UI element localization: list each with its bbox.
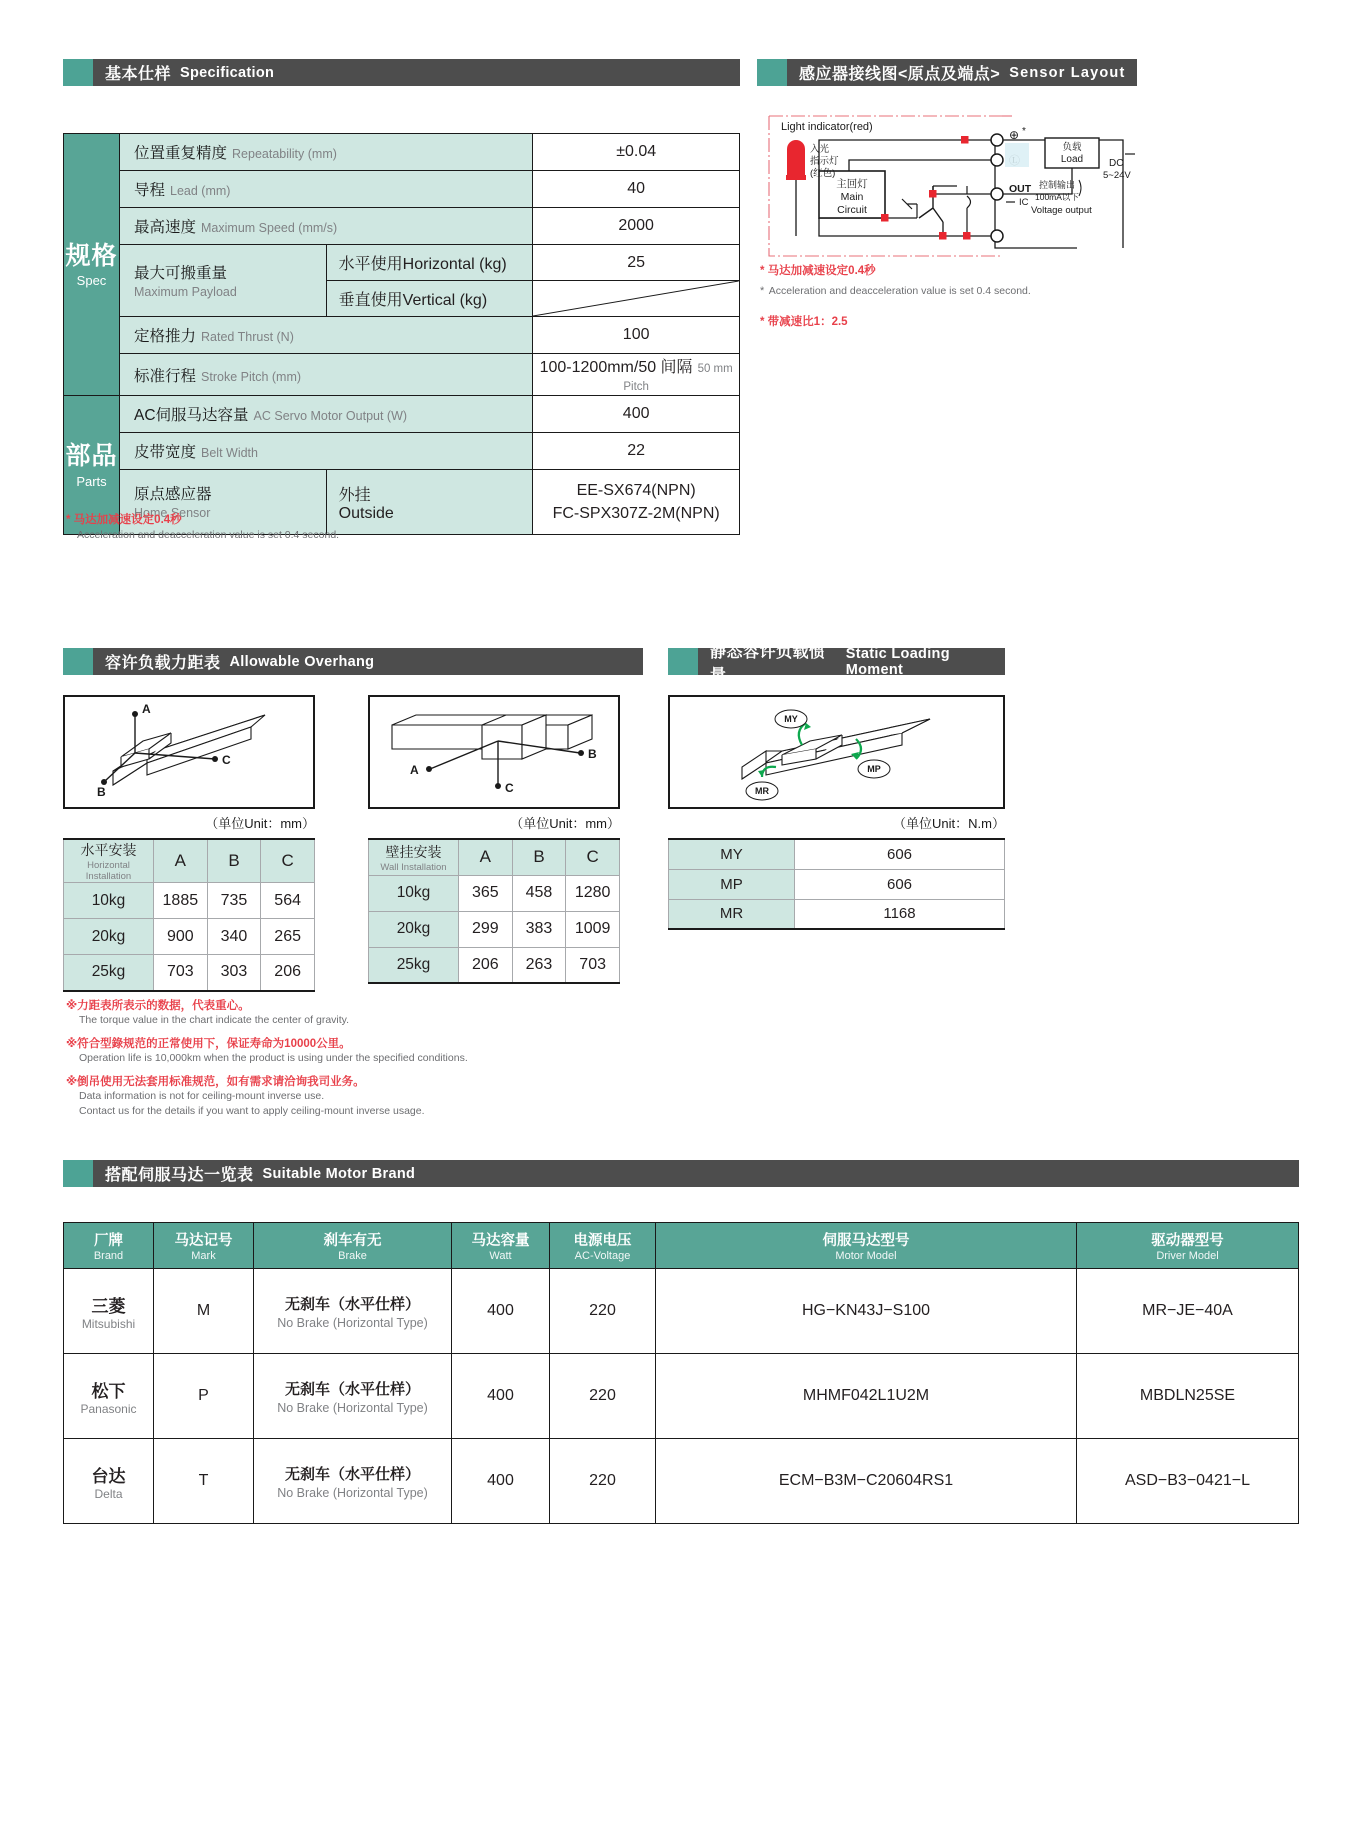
column-header-a: A	[154, 839, 208, 883]
label-cn: 定格推力	[134, 328, 197, 345]
row-value-max-speed: 2000	[533, 208, 740, 245]
moment-key-mr: MR	[669, 899, 795, 929]
cell-c: 206	[261, 955, 315, 991]
section-title-cn: 容许负载力距表	[105, 655, 221, 672]
header-en: Watt	[489, 1250, 512, 1262]
cell-a: 299	[459, 911, 513, 947]
dc-value-label: 5~24V	[1103, 170, 1131, 181]
cell-c: 703	[566, 947, 620, 983]
overhang-column-horizontal	[63, 695, 315, 992]
footnote-en: Acceleration and deacceleration value is set 0.4 second.	[77, 529, 340, 541]
label-cn: 最高速度	[134, 219, 197, 236]
cell-b: 458	[512, 875, 566, 911]
row-label-max-speed	[120, 208, 533, 245]
table-row	[369, 911, 620, 947]
row-label-lead	[120, 171, 533, 208]
cell-motor-model: HG−KN43J−S100	[656, 1269, 1077, 1354]
brand-en: Delta	[94, 1486, 123, 1501]
cell-c: 1280	[566, 875, 620, 911]
cell-mark: T	[154, 1439, 254, 1524]
brand-cn: 三菱	[91, 1296, 126, 1316]
cell-b: 340	[207, 919, 261, 955]
cell-brand	[64, 1354, 154, 1439]
specification-section	[63, 59, 740, 535]
column-header-c: C	[566, 839, 620, 875]
cell-watt: 400	[452, 1439, 550, 1524]
header-cn: 电源电压	[573, 1233, 632, 1249]
specification-header	[63, 59, 740, 86]
group-label-cn: 部品	[65, 442, 118, 471]
column-header-installation	[64, 839, 154, 883]
table-row	[64, 883, 315, 919]
sublabel-en: Outside	[338, 504, 394, 522]
control-output-label-cn: 控制输出	[1039, 180, 1076, 190]
cell-b: 735	[207, 883, 261, 919]
sensor-wiring-diagram	[757, 108, 1135, 268]
row-label-stroke-pitch	[120, 354, 533, 396]
cell-c: 265	[261, 919, 315, 955]
cell-watt: 400	[452, 1269, 550, 1354]
column-header-motor-model	[656, 1223, 1077, 1269]
sublabel-cn: 外挂	[338, 486, 371, 504]
overhang-header	[63, 648, 643, 675]
not-applicable-slash-icon	[533, 281, 739, 316]
header-cn: 驱动器型号	[1151, 1233, 1224, 1249]
stroke-value-small: 50 mm Pitch	[623, 363, 733, 393]
overhang-column-wall	[368, 695, 620, 992]
section-title-cn: 搭配伺服马达一览表	[105, 1167, 254, 1184]
sensor-circuit-svg	[757, 108, 1135, 268]
axis-point-c: C	[222, 753, 231, 767]
header-cn: 厂牌	[94, 1233, 123, 1249]
cell-driver-model: ASD−B3−0421−L	[1077, 1439, 1299, 1524]
row-label-20kg: 20kg	[64, 919, 154, 955]
sensor-note1-cn: * 马达加减速设定0.4秒	[760, 265, 876, 277]
main-circuit-label-en1: Main	[840, 191, 864, 203]
moment-label-mr: MR	[755, 786, 769, 796]
sub-label-horizontal	[326, 245, 533, 281]
column-header-mark	[154, 1223, 254, 1269]
footnote-cn: ※倒吊使用无法套用标准规范，如有需求请洽询我司业务。	[66, 1076, 365, 1089]
sublabel-cn: 垂直使用	[338, 292, 403, 309]
table-header-row	[369, 839, 620, 875]
cell-voltage: 220	[550, 1354, 656, 1439]
table-row	[64, 171, 740, 208]
load-label-cn: 负载	[1062, 142, 1082, 153]
cell-driver-model: MR−JE−40A	[1077, 1269, 1299, 1354]
row-label-10kg: 10kg	[64, 883, 154, 919]
label-en: Maximum Speed (mm/s)	[201, 221, 338, 235]
axis-point-b: B	[97, 785, 106, 799]
group-label-cn: 规格	[65, 241, 118, 270]
moment-key-mp: MP	[669, 869, 795, 899]
brand-en: Panasonic	[80, 1401, 137, 1416]
header-cn: 水平安装	[80, 842, 137, 858]
sublabel-en: Vertical (kg)	[402, 292, 488, 309]
header-bar	[93, 59, 740, 86]
cell-motor-model: MHMF042L1U2M	[656, 1354, 1077, 1439]
column-header-b: B	[512, 839, 566, 875]
label-cn: 标准行程	[134, 367, 197, 385]
terminal-star-label: *	[1022, 126, 1026, 137]
cell-a: 206	[459, 947, 513, 983]
row-label-25kg: 25kg	[64, 955, 154, 991]
static-loading-moment-section	[668, 643, 1005, 930]
row-value-ac-servo-output: 400	[533, 396, 740, 433]
label-en: AC Servo Motor Output (W)	[253, 409, 408, 423]
table-row	[64, 396, 740, 433]
overhang-figure-horizontal	[63, 695, 315, 809]
overhang-table-wall	[368, 838, 620, 984]
stroke-value: 100-1200mm/50 间隔	[539, 359, 693, 376]
moment-value-my: 606	[795, 839, 1005, 869]
axis-point-a: A	[142, 702, 151, 716]
section-title-cn: 静态容许负载惯量	[710, 643, 826, 684]
overhang-table-horizontal	[63, 838, 315, 992]
label-en: Stroke Pitch (mm)	[201, 369, 302, 384]
overhang-footnotes	[66, 997, 626, 1126]
sensor-layout-header	[757, 59, 1137, 86]
overhang-figure-wall	[368, 695, 620, 809]
label-cn: 导程	[134, 182, 166, 199]
table-row	[64, 1354, 1299, 1439]
sensor-layout-section	[757, 59, 1137, 268]
column-header-installation	[369, 839, 459, 875]
table-row	[64, 919, 315, 955]
section-title-en: Suitable Motor Brand	[262, 1165, 416, 1182]
row-label-rated-thrust	[120, 317, 533, 354]
header-en: Driver Model	[1156, 1250, 1219, 1262]
moment-label-my: MY	[784, 714, 798, 724]
footnote-en: Operation life is 10,000km when the product is using under the specified conditions.	[79, 1052, 468, 1065]
sensor-model-2: FC-SPX307Z-2M(NPN)	[552, 505, 720, 523]
footnote-cn: ※符合型錄规范的正常使用下，保证寿命为10000公里。	[66, 1038, 351, 1051]
cell-b: 263	[512, 947, 566, 983]
table-row	[369, 875, 620, 911]
brand-cn: 台达	[91, 1466, 126, 1486]
row-label-ac-servo-output	[120, 396, 533, 433]
terminal-plus-label: ⊕	[1009, 128, 1020, 142]
column-header-a: A	[459, 839, 513, 875]
group-cell-spec	[64, 134, 120, 396]
group-label-en: Parts	[76, 473, 107, 489]
dc-label: DC	[1109, 158, 1124, 169]
column-header-watt	[452, 1223, 550, 1269]
cell-voltage: 220	[550, 1269, 656, 1354]
brake-cn: 无刹车（水平仕样）	[284, 1295, 420, 1313]
brand-cn: 松下	[91, 1381, 126, 1401]
brake-en: No Brake (Horizontal Type)	[277, 1400, 428, 1415]
row-value-belt-width: 22	[533, 433, 740, 470]
row-label-max-payload	[120, 245, 327, 317]
column-header-driver-model	[1077, 1223, 1299, 1269]
header-accent-block	[757, 59, 787, 86]
label-cn: AC伺服马达容量	[134, 407, 249, 424]
brake-en: No Brake (Horizontal Type)	[277, 1315, 428, 1330]
header-accent-block	[63, 59, 93, 86]
row-value-payload-vertical-na	[533, 281, 740, 317]
cell-a: 1885	[154, 883, 208, 919]
axis-point-a: A	[410, 763, 419, 777]
load-label-en: Load	[1060, 154, 1084, 165]
table-row	[669, 899, 1005, 929]
table-row	[64, 354, 740, 396]
header-accent-block	[63, 648, 93, 675]
header-cn: 马达容量	[471, 1233, 530, 1249]
cell-brake	[254, 1354, 452, 1439]
row-value-repeatability: ±0.04	[533, 134, 740, 171]
overhang-columns	[63, 695, 643, 992]
row-label-20kg: 20kg	[369, 911, 459, 947]
overhang-unit-label-2: （单位Unit：mm）	[510, 816, 620, 831]
footnote-cn: * 马达加减速设定0.4秒	[66, 514, 182, 526]
footnote-block-3	[66, 1073, 626, 1117]
sub-label-outside	[326, 470, 533, 535]
table-row	[64, 1439, 1299, 1524]
row-label-25kg: 25kg	[369, 947, 459, 983]
label-en: Maximum Payload	[134, 284, 237, 299]
table-row	[64, 208, 740, 245]
slm-figure	[668, 695, 1005, 809]
header-bar	[93, 648, 643, 675]
header-en: Motor Model	[835, 1250, 897, 1262]
table-row	[64, 1269, 1299, 1354]
column-header-c: C	[261, 839, 315, 883]
footnote-en-line2: Contact us for the details if you want to apply ceiling-mount inverse usage.	[79, 1104, 425, 1117]
main-circuit-label-cn: 主回灯	[836, 178, 868, 190]
header-en: Brand	[93, 1250, 124, 1262]
row-value-home-sensor	[533, 470, 740, 535]
footnote-en-line1: Data information is not for ceiling-mount inverse use.	[79, 1090, 325, 1103]
row-value-stroke-pitch	[533, 354, 740, 396]
column-header-brand	[64, 1223, 154, 1269]
cell-brake	[254, 1269, 452, 1354]
header-cn: 刹车有无	[323, 1233, 382, 1249]
header-accent-block	[668, 648, 698, 675]
table-row	[64, 134, 740, 171]
cell-c: 1009	[566, 911, 620, 947]
table-header-row	[64, 839, 315, 883]
slm-header	[668, 643, 1005, 684]
brake-cn: 无刹车（水平仕样）	[284, 1380, 420, 1398]
header-en: Brake	[338, 1250, 367, 1262]
row-value-rated-thrust: 100	[533, 317, 740, 354]
header-accent-block	[63, 1160, 93, 1187]
motor-brand-header	[63, 1160, 1299, 1187]
label-cn: 位置重复精度	[134, 145, 228, 162]
table-row	[64, 245, 740, 281]
label-cn: 原点感应器	[134, 486, 212, 504]
cell-mark: M	[154, 1269, 254, 1354]
sub-label-vertical	[326, 281, 533, 317]
allowable-overhang-section	[63, 648, 643, 992]
moment-value-mp: 606	[795, 869, 1005, 899]
section-title-en: Static Loading Moment	[845, 645, 950, 678]
brake-cn: 无刹车（水平仕样）	[284, 1465, 420, 1483]
column-header-voltage	[550, 1223, 656, 1269]
control-output-current-label: 100mA以下	[1035, 192, 1079, 202]
cell-brake	[254, 1439, 452, 1524]
specification-footnote	[66, 511, 339, 541]
static-loading-moment-table	[668, 838, 1005, 930]
row-value-payload-horizontal: 25	[533, 245, 740, 281]
cell-a: 703	[154, 955, 208, 991]
cell-mark: P	[154, 1354, 254, 1439]
sensor-footnotes	[760, 262, 1140, 332]
header-bar	[698, 643, 1005, 684]
cell-brand	[64, 1439, 154, 1524]
header-en: Horizontal Installation	[85, 860, 132, 882]
header-cn: 马达记号	[174, 1233, 233, 1249]
label-en: Home Sensor	[134, 506, 211, 521]
label-en: Rated Thrust (N)	[201, 330, 294, 344]
table-row	[64, 317, 740, 354]
label-cn: 皮带宽度	[134, 444, 197, 461]
main-circuit-label-en2: Circuit	[837, 204, 867, 216]
slm-unit-label: （单位Unit：N.m）	[893, 816, 1005, 831]
axis-point-b: B	[588, 747, 597, 761]
sensor-note1-en: Acceleration and deacceleration value is set 0.4 second.	[768, 285, 1031, 297]
cell-motor-model: ECM−B3M−C20604RS1	[656, 1439, 1077, 1524]
asterisk-mark: *	[760, 285, 765, 297]
header-en: Wall Installation	[380, 861, 447, 873]
cell-driver-model: MBDLN25SE	[1077, 1354, 1299, 1439]
overhang-unit-label-1: （单位Unit：mm）	[205, 816, 315, 831]
table-row	[64, 955, 315, 991]
terminal-out-label: OUT	[1009, 183, 1032, 195]
lamp-label-cn-2: 指示灯	[810, 156, 839, 167]
header-cn: 伺服马达型号	[822, 1233, 910, 1249]
header-en: Mark	[191, 1250, 216, 1262]
cell-brand	[64, 1269, 154, 1354]
header-bar	[787, 59, 1137, 86]
section-title-en: Specification	[180, 64, 275, 81]
cell-a: 900	[154, 919, 208, 955]
cell-b: 303	[207, 955, 261, 991]
table-row	[64, 433, 740, 470]
moment-key-my: MY	[669, 839, 795, 869]
brand-en: Mitsubishi	[81, 1316, 136, 1331]
section-title-en: Allowable Overhang	[229, 653, 375, 670]
label-cn: 最大可搬重量	[134, 264, 228, 282]
sensor-model-1: EE-SX674(NPN)	[576, 482, 696, 499]
section-title-en: Sensor Layout	[1009, 64, 1126, 81]
moment-value-mr: 1168	[795, 899, 1005, 929]
suitable-motor-brand-section	[63, 1160, 1299, 1524]
axis-point-c: C	[505, 781, 514, 795]
moment-label-mp: MP	[867, 764, 881, 774]
footnote-cn: ※力距表所表示的数据，代表重心。	[66, 1000, 250, 1012]
footnote-block-1	[66, 997, 626, 1027]
label-en: Lead (mm)	[170, 184, 231, 198]
cell-voltage: 220	[550, 1439, 656, 1524]
header-en: AC-Voltage	[574, 1250, 631, 1262]
sublabel-en: Horizontal (kg)	[402, 256, 507, 273]
specification-table	[63, 133, 740, 535]
cell-b: 383	[512, 911, 566, 947]
cell-c: 564	[261, 883, 315, 919]
column-header-brake	[254, 1223, 452, 1269]
row-label-belt-width	[120, 433, 533, 470]
lamp-label-cn-3: (红色)	[810, 168, 836, 179]
cell-a: 365	[459, 875, 513, 911]
table-row	[669, 839, 1005, 869]
horizontal-axis-figure-icon	[65, 697, 317, 807]
light-indicator-label: Light indicator(red)	[781, 121, 873, 133]
column-header-b: B	[207, 839, 261, 883]
cell-watt: 400	[452, 1354, 550, 1439]
section-title-cn: 基本仕样	[105, 66, 172, 83]
brake-en: No Brake (Horizontal Type)	[277, 1485, 428, 1500]
sensor-note1-en-wrap	[760, 281, 1140, 299]
sensor-note2-cn: * 带减速比1：2.5	[760, 316, 848, 328]
header-bar	[93, 1160, 1299, 1187]
lamp-label-cn-1: 入光	[810, 144, 830, 155]
footnote-en: The torque value in the chart indicate the center of gravity.	[79, 1014, 350, 1026]
wall-mount-axis-figure-icon	[370, 697, 622, 807]
row-label-10kg: 10kg	[369, 875, 459, 911]
sublabel-cn: 水平使用	[338, 256, 403, 273]
terminal-ic-label: IC	[1019, 197, 1029, 208]
voltage-output-label: Voltage output	[1031, 205, 1092, 216]
motor-brand-table	[63, 1222, 1299, 1524]
footnote-block-2	[66, 1035, 626, 1065]
moment-axes-figure-icon	[670, 697, 1007, 807]
label-en: Repeatability (mm)	[232, 147, 337, 161]
table-row	[369, 947, 620, 983]
section-title-cn: 感应器接线图<原点及端点>	[799, 66, 1001, 83]
row-value-lead: 40	[533, 171, 740, 208]
label-en: Belt Width	[201, 446, 258, 460]
table-header-row	[64, 1223, 1299, 1269]
header-cn: 壁挂安装	[385, 843, 442, 860]
row-label-repeatability	[120, 134, 533, 171]
table-row	[669, 869, 1005, 899]
group-label-en: Spec	[76, 273, 107, 289]
